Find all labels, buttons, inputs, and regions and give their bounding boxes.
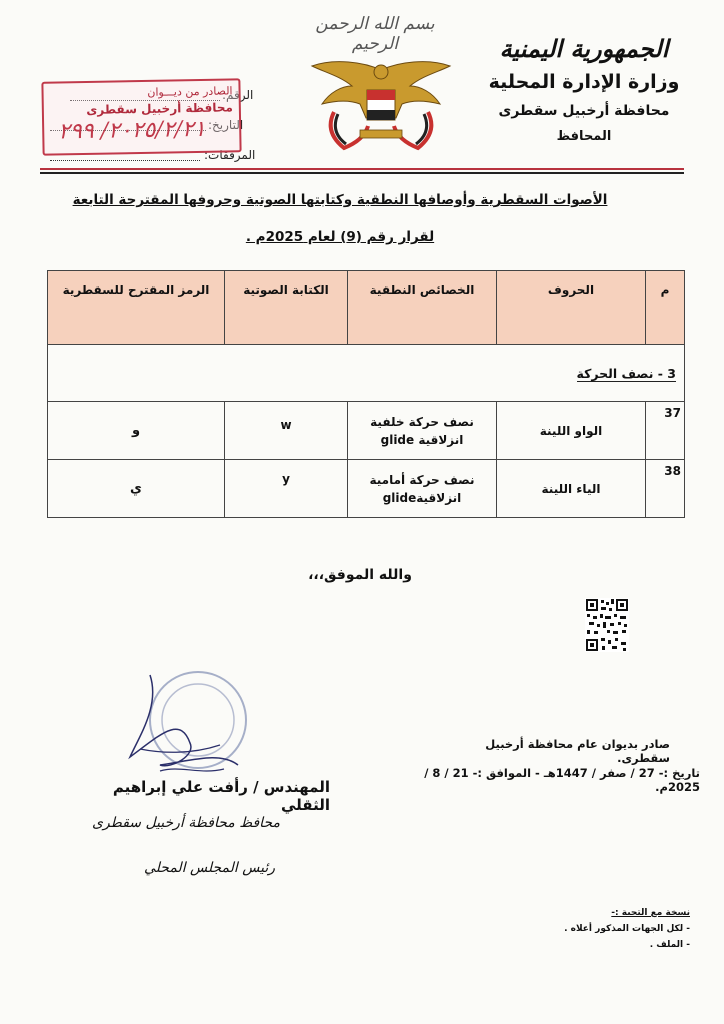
row-symbol: و xyxy=(48,402,225,460)
table-section-row xyxy=(48,345,685,402)
basmala: بسم الله الرحمن الرحيم xyxy=(315,14,435,54)
date-label: التاريخ: xyxy=(208,118,244,132)
header-divider-black xyxy=(40,172,684,174)
col-header-articulation: الخصائص النطقية xyxy=(348,271,497,345)
outgoing-stamp: الصادر من ديـــوان محافظة أرخبيل سقطرى ٢٠٢٥/٢/٢١/ ٢٩٩ xyxy=(41,78,241,155)
row-phonetic: y xyxy=(225,460,348,518)
attachments-label: المرفقات: xyxy=(204,148,256,162)
row-articulation: نصف حركة أمامية انزلاقيةglide xyxy=(348,460,497,518)
table-row xyxy=(48,460,685,518)
country-name: الجمهورية اليمنية xyxy=(499,34,669,63)
issue-date: تاريخ :- 27 / صفر / 1447هـ - الموافق :- 21 / 8 / 2025م. xyxy=(424,766,700,794)
col-header-num: م xyxy=(646,271,685,345)
col-header-phonetic: الكتابة الصوتية xyxy=(225,271,348,345)
document-title: الأصوات السقطرية وأوصافها النطقية وكتابتها الصوتية وحروفها المقترحة التابعة xyxy=(72,192,608,208)
signatory-title: محافظ محافظة أرخبيل سقطرى xyxy=(92,815,280,831)
office-name: المحافظ xyxy=(556,129,612,144)
qr-code-icon xyxy=(585,598,629,652)
copies-heading: نسخة مع التحية :- xyxy=(611,908,690,918)
number-label: الرقم: xyxy=(222,88,254,102)
signatory-subtitle: رئيس المجلس المحلي xyxy=(144,860,275,876)
eagle-emblem-icon xyxy=(304,52,458,154)
row-phonetic: w xyxy=(225,402,348,460)
row-letter: الواو اللينة xyxy=(497,402,646,460)
row-symbol: ي xyxy=(48,460,225,518)
official-seal-icon xyxy=(120,665,250,785)
document-subtitle: لقرار رقم (9) لعام 2025م . xyxy=(245,229,435,245)
ministry-name: وزارة الإدارة المحلية xyxy=(488,71,680,93)
letterhead xyxy=(484,32,684,150)
governorate-name: محافظة أرخبيل سقطرى xyxy=(498,103,670,119)
copies-line: - لكل الجهات المذكور أعلاه . xyxy=(564,924,690,934)
attachments-dotline xyxy=(50,160,200,161)
closing-phrase: والله الموفق،،، xyxy=(308,567,412,583)
issued-at: صادر بديوان عام محافظة أرخبيل سقطرى. xyxy=(485,737,670,765)
row-num: 37 xyxy=(646,402,685,460)
header-divider-red xyxy=(40,168,684,170)
table-header-row xyxy=(48,271,685,345)
row-num: 38 xyxy=(646,460,685,518)
copies-block xyxy=(470,905,690,953)
row-articulation: نصف حركة خلفية انزلاقية glide xyxy=(348,402,497,460)
section-label: 3 - نصف الحركة xyxy=(576,365,676,381)
row-letter: الياء اللينة xyxy=(497,460,646,518)
col-header-symbol: الرمز المقترح للسقطرية xyxy=(48,271,225,345)
signatory-name: المهندس / رأفت علي إبراهيم الثقلي xyxy=(112,778,330,814)
copies-line: - الملف . xyxy=(649,940,690,950)
phonetics-table xyxy=(47,270,685,518)
col-header-letters: الحروف xyxy=(497,271,646,345)
table-row xyxy=(48,402,685,460)
